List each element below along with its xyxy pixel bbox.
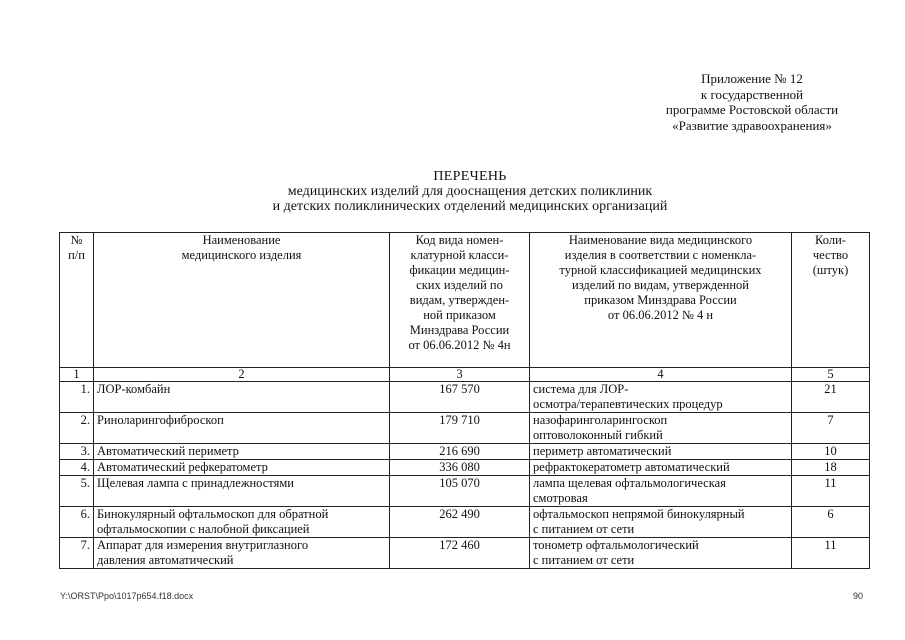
row-quantity: 11 <box>792 476 870 507</box>
table-row <box>60 476 870 507</box>
row-code: 167 570 <box>390 382 530 413</box>
table-row <box>60 382 870 413</box>
row-quantity: 6 <box>792 507 870 538</box>
row-number: 5. <box>60 476 94 507</box>
row-quantity: 10 <box>792 444 870 460</box>
row-quantity: 21 <box>792 382 870 413</box>
row-code: 216 690 <box>390 444 530 460</box>
row-classification-name: периметр автоматический <box>530 444 792 460</box>
title-subtitle-1: медицинских изделий для дооснащения детских поликлиник <box>287 184 653 199</box>
row-code: 105 070 <box>390 476 530 507</box>
row-number: 2. <box>60 413 94 444</box>
row-classification-name: назофаринголарингоскоп оптоволоконный гибкий <box>530 413 792 444</box>
colnum-1: 1 <box>60 368 94 382</box>
row-classification-name: рефрактокератометр автоматический <box>530 460 792 476</box>
row-device-name: Бинокулярный офтальмоскоп для обратной офтальмоскопии с налобной фиксацией <box>94 507 390 538</box>
row-classification-name: офтальмоскоп непрямой бинокулярный с питанием от сети <box>530 507 792 538</box>
row-code: 172 460 <box>390 538 530 569</box>
row-device-name: Автоматический периметр <box>94 444 390 460</box>
row-quantity: 7 <box>792 413 870 444</box>
row-device-name: ЛОР-комбайн <box>94 382 390 413</box>
table-row <box>60 444 870 460</box>
table-row <box>60 538 870 569</box>
row-device-name: Автоматический рефкератометр <box>94 460 390 476</box>
footer-file-path: Y:\ORST\Ppo\1017p654.f18.docx <box>60 591 194 601</box>
table-row <box>60 460 870 476</box>
row-classification-name: лампа щелевая офтальмологическая смотровая <box>530 476 792 507</box>
table-header-row <box>60 233 870 368</box>
devices-table <box>59 232 870 569</box>
row-number: 6. <box>60 507 94 538</box>
appendix-number: Приложение № 12 <box>701 71 803 86</box>
title-main: ПЕРЕЧЕНЬ <box>433 169 507 184</box>
header-name: Наименование медицинского изделия <box>94 233 390 368</box>
appendix-line-4: «Развитие здравоохранения» <box>672 117 832 133</box>
column-number-row <box>60 368 870 382</box>
row-classification-name: система для ЛОР- осмотра/терапевтических процедур <box>530 382 792 413</box>
header-classname: Наименование вида медицинского изделия в соответствии с номенкла- турной классификацией медицинских изделий по видам, утвержденной приказом Минздрава России от 06.06.2012 № 4 н <box>530 233 792 368</box>
row-device-name: Щелевая лампа с принадлежностями <box>94 476 390 507</box>
colnum-5: 5 <box>792 368 870 382</box>
table-row <box>60 507 870 538</box>
appendix-line-3: программе Ростовской области <box>665 102 839 117</box>
row-device-name: Риноларингофиброскоп <box>94 413 390 444</box>
title-subtitle-2: и детских поликлинических отделений медицинских организаций <box>272 199 668 214</box>
row-device-name: Аппарат для измерения внутриглазного давления автоматический <box>94 538 390 569</box>
row-number: 7. <box>60 538 94 569</box>
table-row <box>60 413 870 444</box>
row-quantity: 11 <box>792 538 870 569</box>
row-number: 3. <box>60 444 94 460</box>
footer-page-number: 90 <box>852 591 863 601</box>
appendix-line-2: к государственной <box>700 86 804 102</box>
header-num: № п/п <box>60 233 94 368</box>
row-number: 1. <box>60 382 94 413</box>
row-code: 179 710 <box>390 413 530 444</box>
row-code: 336 080 <box>390 460 530 476</box>
colnum-3: 3 <box>390 368 530 382</box>
row-number: 4. <box>60 460 94 476</box>
header-qty: Коли- чество (штук) <box>792 233 870 368</box>
header-code: Код вида номен- клатурной класси- фикации медицин- ских изделий по видам, утвержден- ной приказом Минздрава России от 06.06.2012 № 4н <box>390 233 530 368</box>
colnum-2: 2 <box>94 368 390 382</box>
document-title <box>240 169 700 214</box>
row-code: 262 490 <box>390 507 530 538</box>
row-classification-name: тонометр офтальмологический с питанием от сети <box>530 538 792 569</box>
row-quantity: 18 <box>792 460 870 476</box>
appendix-block <box>612 71 892 133</box>
colnum-4: 4 <box>530 368 792 382</box>
